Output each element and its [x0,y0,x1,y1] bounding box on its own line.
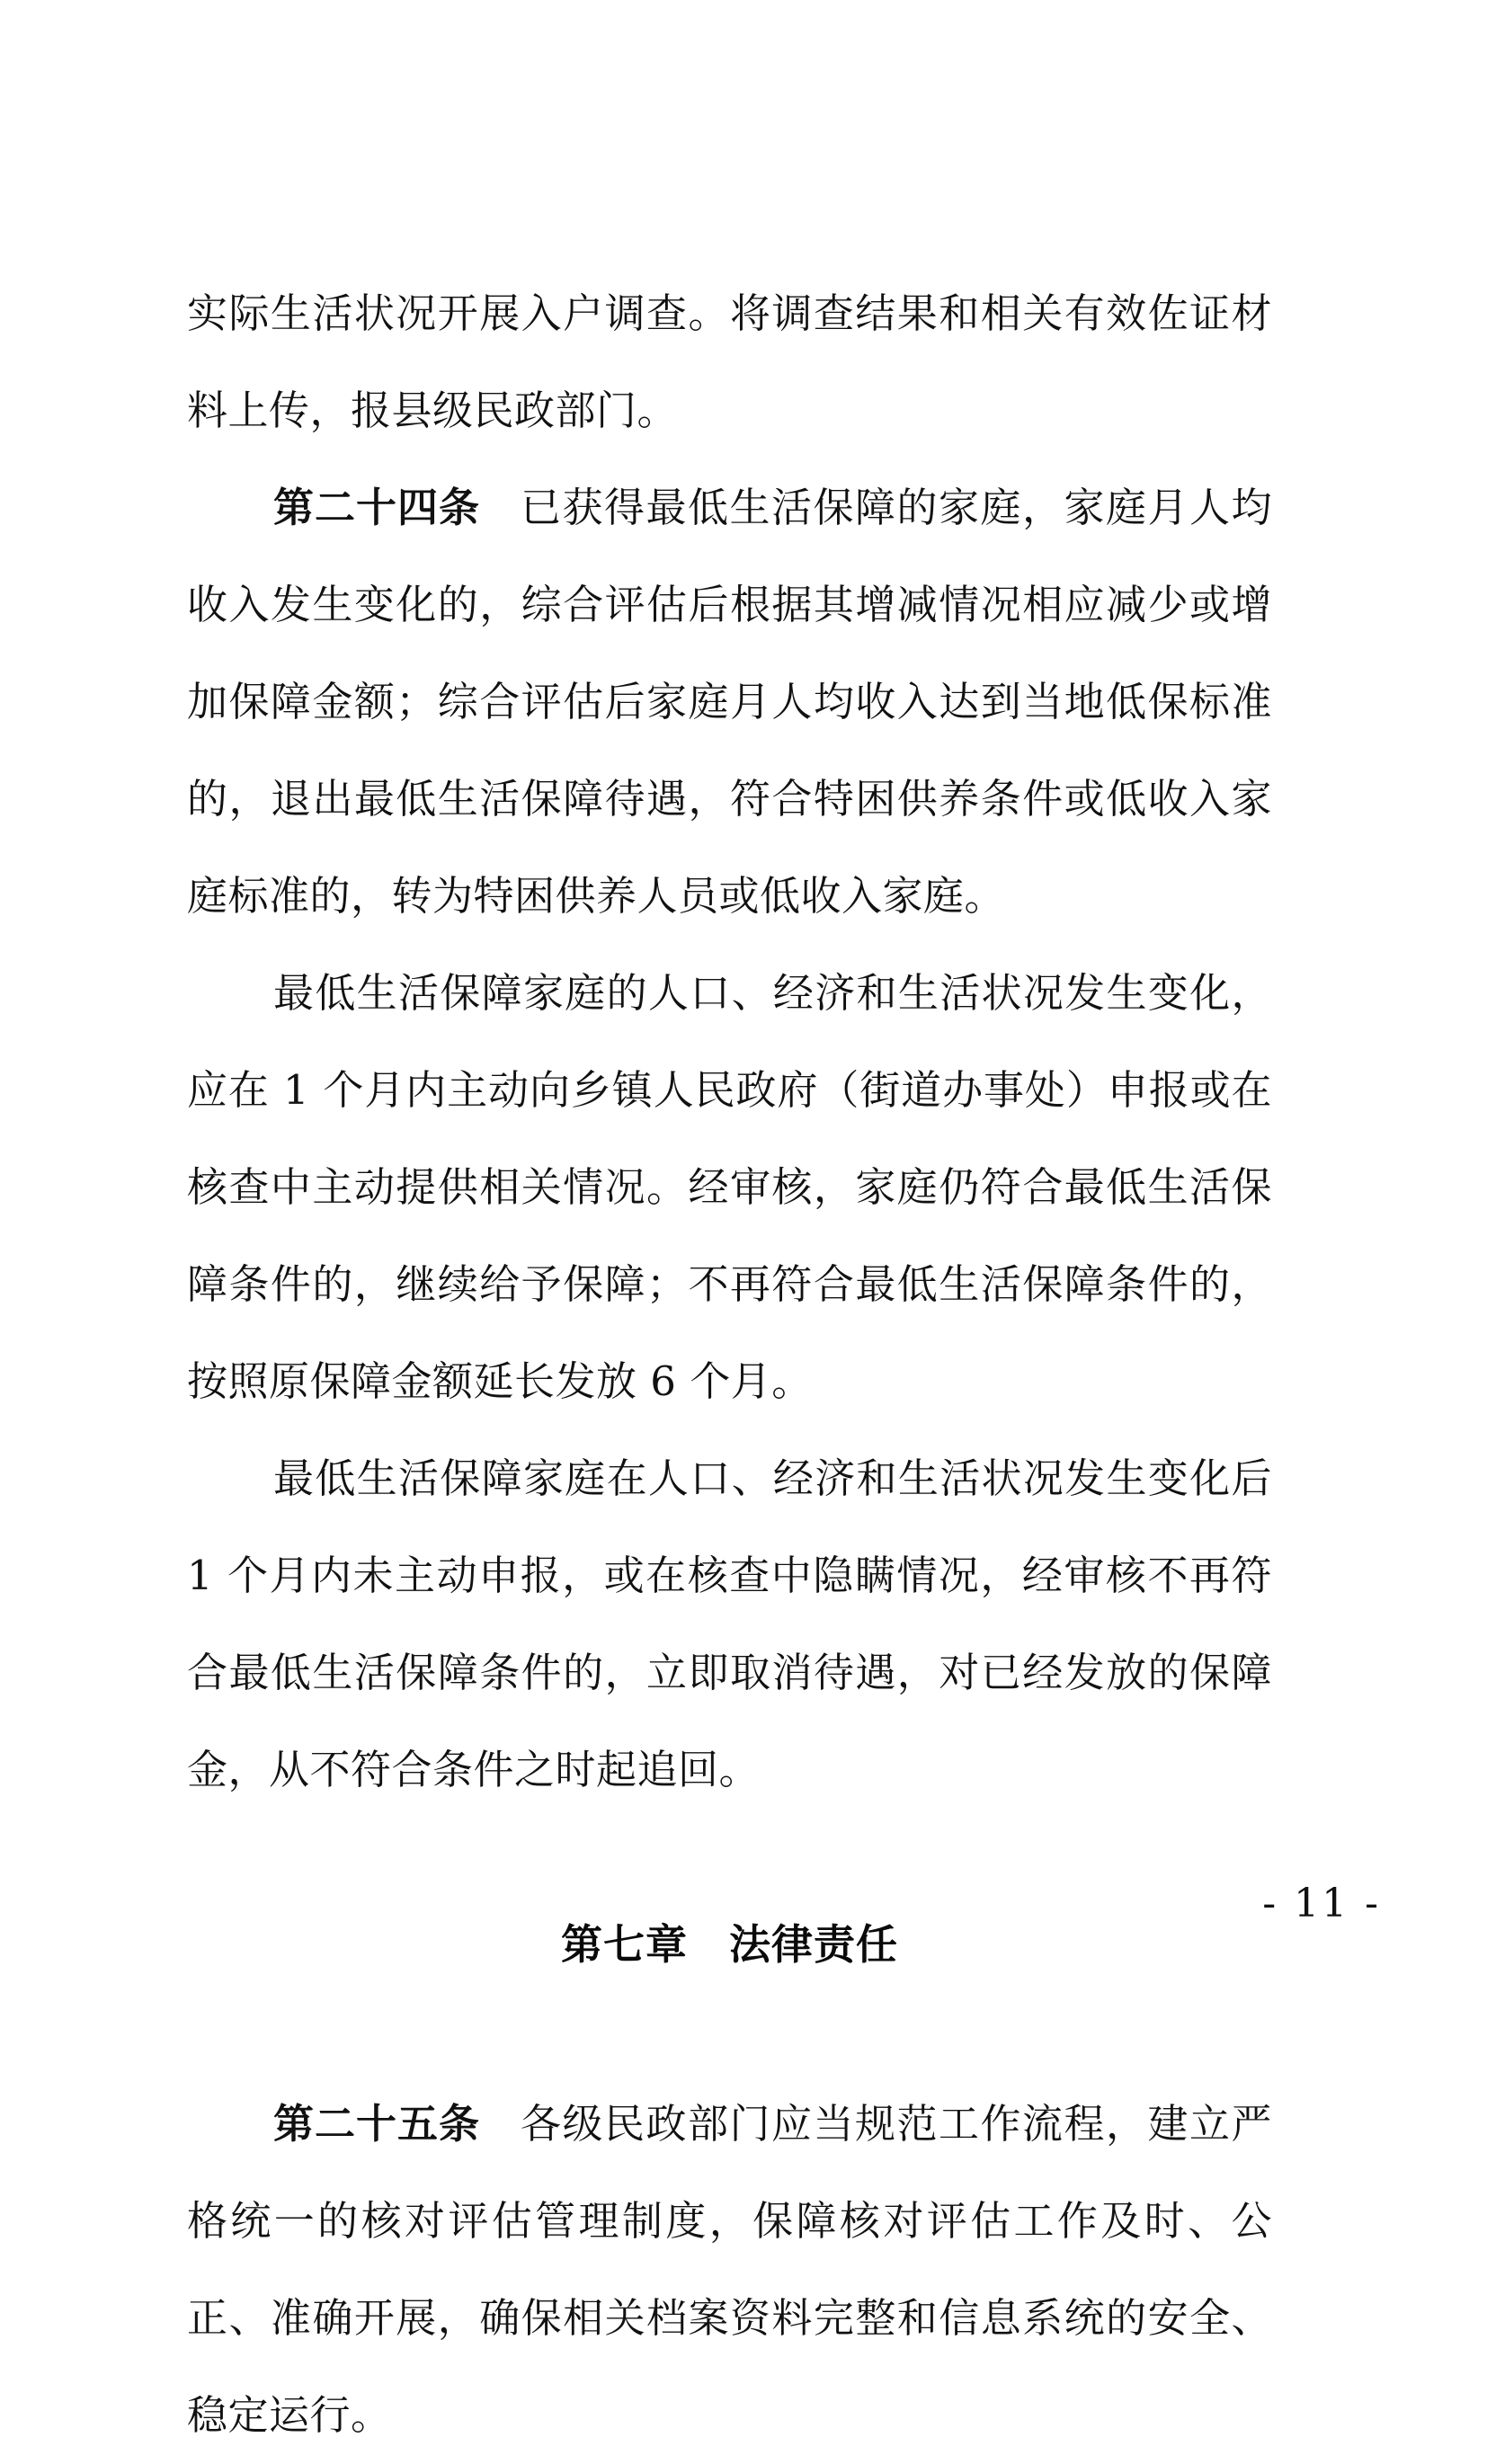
spacer-before-chapter [187,1819,1272,1896]
paragraph-article-25 [187,2076,1272,2464]
article-24-body: 已获得最低生活保障的家庭，家庭月人均收入发生变化的，综合评估后根据其增减情况相应减少或增加保障金额；综合评估后家庭月人均收入达到当地低保标准的，退出最低生活保障待遇，符合特困供养条件或低收入家庭标准的，转为特困供养人员或低收入家庭。 [187,484,1272,920]
spacer-after-chapter [187,1993,1272,2076]
article-number-25: 第二十五条 [273,2100,480,2148]
chapter-number: 第七章 [561,1920,688,1969]
article-number-24: 第二十四条 [273,484,480,531]
paragraph-article-24-sub-1: 最低生活保障家庭的人口、经济和生活状况发生变化，应在 1 个月内主动向乡镇人民政府（街道办事处）申报或在核查中主动提供相关情况。经审核，家庭仍符合最低生活保障条件的，继续给予保障；不再符合最低生活保障条件的，按照原保障金额延长发放 6 个月。 [187,969,1272,1405]
page-content [187,265,1272,2464]
paragraph-continuation: 实际生活状况开展入户调查。将调查结果和相关有效佐证材料上传，报县级民政部门。 [187,289,1272,434]
chapter-heading-7 [187,1896,1272,1993]
paragraph-article-24-sub-2: 最低生活保障家庭在人口、经济和生活状况发生变化后 1 个月内未主动申报，或在核查中隐瞒情况，经审核不再符合最低生活保障条件的，立即取消待遇，对已经发放的保障金，从不符合条件之时起追回。 [187,1454,1272,1793]
paragraph-article-24 [187,459,1272,945]
article-25-body: 各级民政部门应当规范工作流程，建立严格统一的核对评估管理制度，保障核对评估工作及时、公正、准确开展，确保相关档案资料完整和信息系统的安全、稳定运行。 [187,2100,1272,2439]
chapter-title: 法律责任 [729,1920,898,1969]
page-number: - 11 - [1262,1881,1381,1926]
